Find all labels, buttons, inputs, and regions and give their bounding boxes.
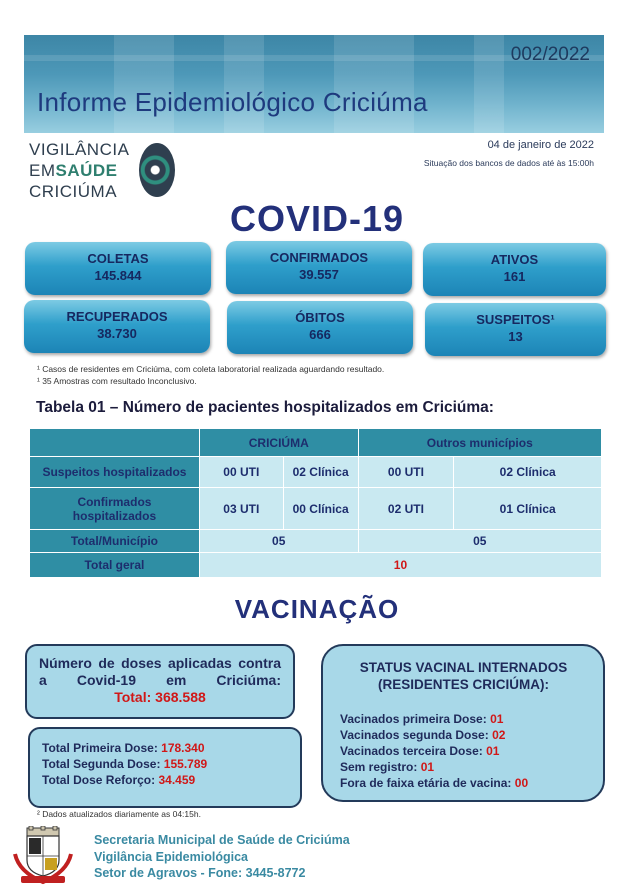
dose-label: Total Dose Reforço: xyxy=(42,773,156,787)
stat-label: ATIVOS xyxy=(490,252,539,267)
stat-value: 13 xyxy=(508,329,523,344)
doses-text: Número de doses aplicadas contra a Covid-19 em Criciúma: xyxy=(39,655,281,688)
status-value: 00 xyxy=(514,776,529,790)
stat-value: 145.844 xyxy=(94,268,142,283)
table-row xyxy=(30,488,602,530)
dose-total-line xyxy=(42,756,288,772)
status-title-line-2: (RESIDENTES CRICIÚMA): xyxy=(378,677,549,692)
stat-value: 39.557 xyxy=(299,267,339,282)
total-criciuma: 05 xyxy=(199,530,358,553)
dose-label: Total Segunda Dose: xyxy=(42,757,161,771)
status-label: Sem registro: xyxy=(340,760,418,774)
stat-coletas xyxy=(25,242,211,295)
total-label: Total: xyxy=(114,689,152,705)
table-cell: 02 Clínica xyxy=(283,457,358,488)
status-line xyxy=(340,759,587,775)
stat-ativos xyxy=(423,243,606,296)
stat-obitos xyxy=(227,301,413,354)
footer-line-1: Secretaria Municipal de Saúde de Criciúma xyxy=(94,833,350,847)
stat-value: 666 xyxy=(309,327,331,342)
table-corner xyxy=(30,429,200,457)
dose-total-line xyxy=(42,772,288,788)
status-vacinal-box xyxy=(321,644,605,802)
city-crest-icon xyxy=(13,826,73,886)
vigilancia-logo xyxy=(27,140,177,204)
dose-total-line xyxy=(42,740,288,756)
hospitalized-table xyxy=(29,428,602,578)
covid-section-title: COVID-19 xyxy=(229,198,405,239)
footer-line-3: Setor de Agravos - Fone: 3445-8772 xyxy=(94,866,306,880)
stat-label: SUSPEITOS¹ xyxy=(476,312,555,327)
col-header-outros: Outros municípios xyxy=(358,429,601,457)
status-value: 01 xyxy=(420,760,435,774)
status-value: 01 xyxy=(486,744,500,758)
status-line xyxy=(340,743,587,759)
status-label: Vacinados terceira Dose: xyxy=(340,744,483,758)
report-code: 002/2022 xyxy=(510,44,590,65)
footer-info xyxy=(94,832,350,882)
total-value: 368.588 xyxy=(155,689,206,705)
dose-value: 178.340 xyxy=(161,741,205,755)
status-label: Vacinados segunda Dose: xyxy=(340,728,489,742)
stat-suspeitos xyxy=(425,303,606,356)
table-cell: 01 Clínica xyxy=(454,488,602,530)
table-cell: 03 UTI xyxy=(199,488,283,530)
dose-label: Total Primeira Dose: xyxy=(42,741,158,755)
report-date: 04 de janeiro de 2022 xyxy=(487,139,594,151)
row-label: Suspeitos hospitalizados xyxy=(30,457,200,488)
logo-line-1: VIGILÂNCIA xyxy=(29,140,130,159)
logo-line-3: CRICIÚMA xyxy=(29,182,118,201)
status-value: 02 xyxy=(492,728,506,742)
table-header-row xyxy=(30,429,602,457)
table-title: Tabela 01 – Número de pacientes hospitalizados em Criciúma: xyxy=(36,399,494,416)
stat-confirmados xyxy=(226,241,412,294)
table-cell: 00 Clínica xyxy=(283,488,358,530)
dose-value: 34.459 xyxy=(158,773,196,787)
doses-box xyxy=(25,644,295,719)
status-title xyxy=(340,659,587,693)
dose-value: 155.789 xyxy=(163,757,208,771)
dose-totals-box xyxy=(28,727,302,808)
status-line xyxy=(340,775,587,791)
stat-label: COLETAS xyxy=(87,251,149,266)
table-row xyxy=(30,457,602,488)
stat-label: RECUPERADOS xyxy=(66,309,168,324)
table-cell: 00 UTI xyxy=(358,457,454,488)
stat-value: 161 xyxy=(503,269,526,284)
vacinacao-section-title: VACINAÇÃO xyxy=(234,594,400,624)
row-label: Total/Município xyxy=(30,530,200,553)
total-outros: 05 xyxy=(358,530,601,553)
row-label: Confirmados hospitalizados xyxy=(30,488,200,530)
status-label: Vacinados primeira Dose: xyxy=(340,712,487,726)
header-banner xyxy=(24,35,604,133)
report-title: Informe Epidemiológico Criciúma xyxy=(37,87,428,117)
table-cell: 02 Clínica xyxy=(454,457,602,488)
status-line xyxy=(340,727,587,743)
status-value: 01 xyxy=(490,712,504,726)
table-row-total-geral xyxy=(30,553,602,578)
logo-em: EM xyxy=(29,161,56,180)
row-label: Total geral xyxy=(30,553,200,578)
col-header-criciuma: CRICIÚMA xyxy=(199,429,358,457)
stat-recuperados xyxy=(24,300,210,353)
footer-line-2: Vigilância Epidemiológica xyxy=(94,849,248,864)
status-label: Fora de faixa etária de vacina: xyxy=(340,776,512,790)
footnote-2: ¹ 35 Amostras com resultado Inconclusivo. xyxy=(37,376,197,386)
table-cell: 00 UTI xyxy=(199,457,283,488)
vaccination-footnote: ² Dados atualizados diariamente as 04:15h. xyxy=(37,809,201,819)
stat-label: CONFIRMADOS xyxy=(269,250,369,265)
doses-total xyxy=(39,689,281,705)
stat-label: ÓBITOS xyxy=(295,310,345,325)
table-cell: 02 UTI xyxy=(358,488,454,530)
logo-saude: SAÚDE xyxy=(55,161,118,180)
table-row-total-municipio xyxy=(30,530,602,553)
status-line xyxy=(340,711,587,727)
status-title-line-1: STATUS VACINAL INTERNADOS xyxy=(359,660,568,675)
footnote-1: ¹ Casos de residentes em Criciúma, com coleta laboratorial realizada aguardando resultado. xyxy=(37,364,385,374)
total-geral-value: 10 xyxy=(199,553,601,578)
stat-value: 38.730 xyxy=(97,326,137,341)
data-situation: Situação dos bancos de dados até às 15:00h xyxy=(423,158,594,168)
logo-line-2 xyxy=(29,161,118,181)
eye-icon xyxy=(139,143,175,197)
